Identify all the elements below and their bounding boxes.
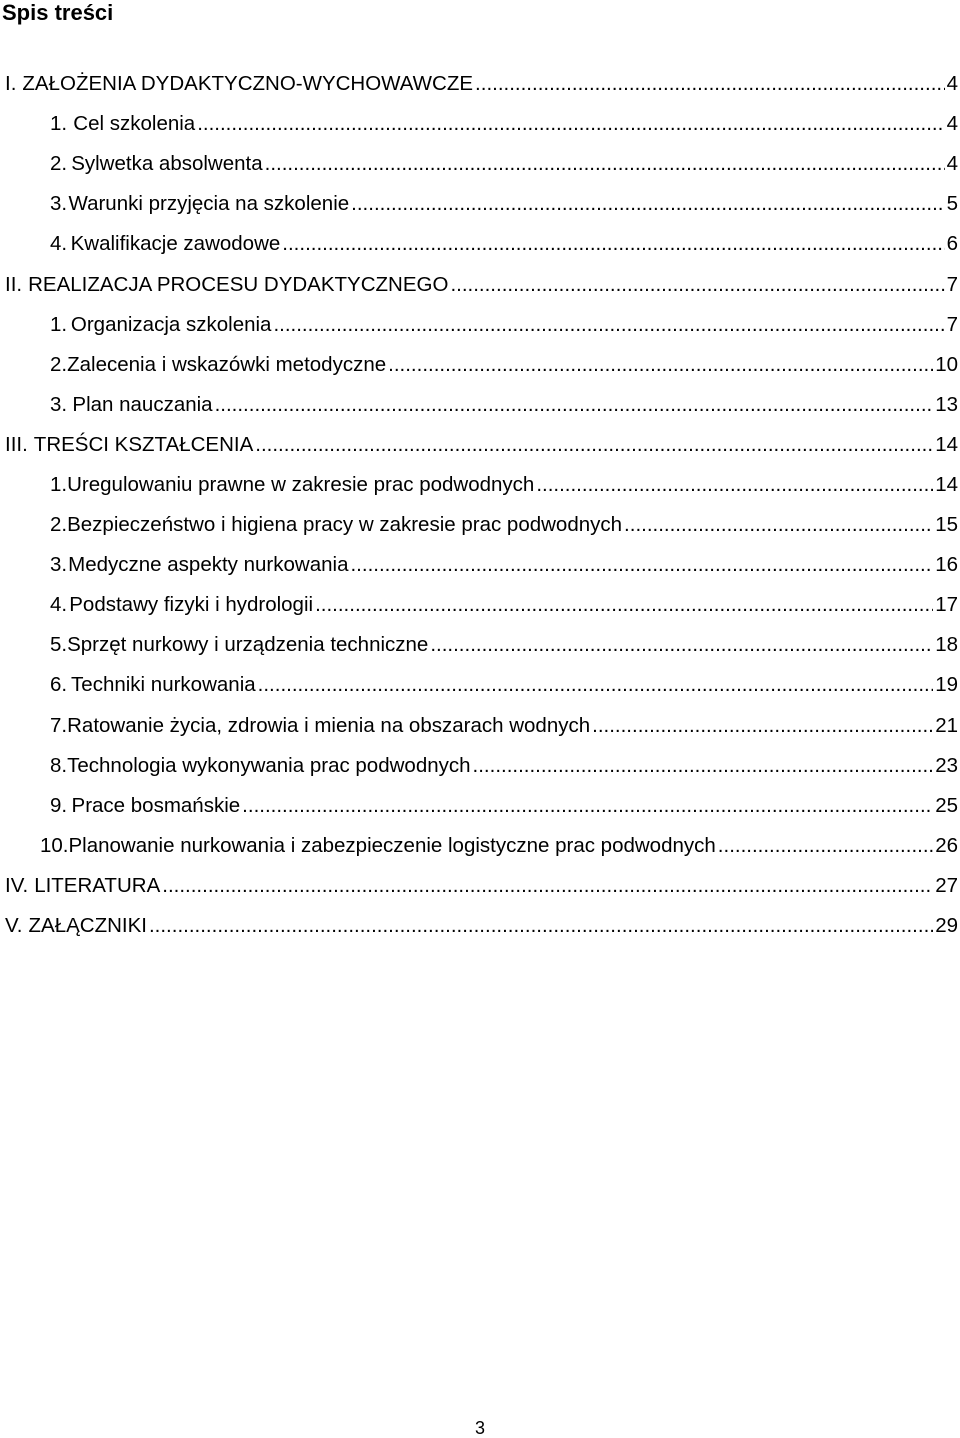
toc-entry-label: Organizacja szkolenia <box>70 312 272 336</box>
toc-entry-page: 25 <box>935 793 958 817</box>
toc-entry-label: ZAŁOŻENIA DYDAKTYCZNO-WYCHOWAWCZE <box>22 72 474 96</box>
toc-entry-label: LITERATURA <box>34 873 161 897</box>
toc-entry-number: 3. <box>50 392 68 416</box>
dot-leader <box>242 794 933 818</box>
toc-entry-page: 27 <box>935 873 958 897</box>
toc-entry-label: Kwalifikacje zawodowe <box>70 232 281 256</box>
toc-entry[interactable] <box>0 505 960 545</box>
dot-leader <box>315 593 933 617</box>
toc-entry-number: 6. <box>50 673 68 697</box>
toc-entry-page: 4 <box>946 152 958 176</box>
dot-leader <box>351 192 944 216</box>
toc-entry-label: Techniki nurkowania <box>71 673 256 697</box>
dot-leader <box>215 393 934 417</box>
toc-entry-label: Sylwetka absolwenta <box>71 152 263 176</box>
toc-entry-label: Planowanie nurkowania i zabezpieczenie logistyczne prac podwodnych <box>68 833 716 857</box>
toc-entry-number: 1. <box>50 312 68 336</box>
toc-entry[interactable] <box>0 385 960 425</box>
toc-entry-number: 8. <box>50 753 68 777</box>
toc-entry-page: 7 <box>946 312 958 336</box>
toc-entry-label: Cel szkolenia <box>73 112 196 136</box>
dot-leader <box>273 313 944 337</box>
toc-entry-number: 5. <box>50 633 68 657</box>
toc-entry[interactable] <box>0 665 960 705</box>
toc-entry-label: REALIZACJA PROCESU DYDAKTYCZNEGO <box>28 272 449 296</box>
toc-entry-number: IV. <box>5 873 29 897</box>
toc-entry-number: 9. <box>50 793 68 817</box>
toc-entry-label: Uregulowaniu prawne w zakresie prac podwodnych <box>67 472 535 496</box>
toc-entry-label: ZAŁĄCZNIKI <box>28 914 147 938</box>
toc-entry-page: 19 <box>935 673 958 697</box>
toc-entry-number: 1. <box>50 112 68 136</box>
dot-leader <box>255 433 933 457</box>
toc-entry[interactable] <box>0 866 960 906</box>
toc-entry-page: 23 <box>935 753 958 777</box>
toc-entry-label: Prace bosmańskie <box>71 793 241 817</box>
toc-entry[interactable] <box>0 224 960 264</box>
toc-entry[interactable] <box>0 545 960 585</box>
toc-entry-label: Warunki przyjęcia na szkolenie <box>68 192 350 216</box>
toc-entry-page: 15 <box>935 513 958 537</box>
toc-entry[interactable] <box>0 425 960 465</box>
toc-entry-page: 21 <box>935 713 958 737</box>
toc-entry-label: Plan nauczania <box>72 392 213 416</box>
toc-entry-label: Ratowanie życia, zdrowia i mienia na obszarach wodnych <box>67 713 591 737</box>
dot-leader <box>258 673 934 697</box>
table-of-contents <box>0 64 960 946</box>
toc-entry-page: 14 <box>935 432 958 456</box>
toc-title: Spis treści <box>2 0 114 25</box>
toc-entry-number: V. <box>5 914 23 938</box>
toc-entry-number: 4. <box>50 232 68 256</box>
dot-leader <box>265 152 945 176</box>
dot-leader <box>388 353 933 377</box>
toc-entry-number: 2. <box>50 152 68 176</box>
dot-leader <box>450 273 944 297</box>
toc-entry-page: 5 <box>946 192 958 216</box>
toc-entry-page: 4 <box>946 72 958 96</box>
toc-entry-page: 16 <box>935 553 958 577</box>
toc-entry-page: 6 <box>946 232 958 256</box>
toc-entry[interactable] <box>0 625 960 665</box>
dot-leader <box>718 834 933 858</box>
dot-leader <box>473 754 934 778</box>
toc-entry-page: 18 <box>935 633 958 657</box>
toc-entry[interactable] <box>0 465 960 505</box>
toc-entry[interactable] <box>0 585 960 625</box>
toc-entry[interactable] <box>0 104 960 144</box>
toc-entry[interactable] <box>0 746 960 786</box>
toc-entry-label: Sprzęt nurkowy i urządzenia techniczne <box>67 633 429 657</box>
toc-entry-number: 4. <box>50 593 68 617</box>
toc-entry[interactable] <box>0 826 960 866</box>
dot-leader <box>282 232 944 256</box>
toc-entry[interactable] <box>0 706 960 746</box>
toc-entry-number: 2. <box>50 352 68 376</box>
toc-entry-page: 14 <box>935 472 958 496</box>
toc-entry-number: 1. <box>50 472 68 496</box>
toc-entry-number: 3. <box>50 553 68 577</box>
toc-entry-page: 26 <box>935 833 958 857</box>
toc-entry-number: II. <box>5 272 23 296</box>
toc-entry-number: 2. <box>50 513 68 537</box>
toc-entry[interactable] <box>0 906 960 946</box>
dot-leader <box>197 112 944 136</box>
dot-leader <box>430 633 933 657</box>
toc-entry-label: Technologia wykonywania prac podwodnych <box>67 753 471 777</box>
toc-entry[interactable] <box>0 144 960 184</box>
toc-entry-label: Podstawy fizyki i hydrologii <box>69 593 314 617</box>
toc-entry-number: III. <box>5 432 28 456</box>
dot-leader <box>162 874 933 898</box>
dot-leader <box>536 473 933 497</box>
toc-entry[interactable] <box>0 786 960 826</box>
toc-entry[interactable] <box>0 305 960 345</box>
toc-entry[interactable] <box>0 64 960 104</box>
dot-leader <box>149 914 933 938</box>
dot-leader <box>624 513 933 537</box>
toc-entry-label: Zalecenia i wskazówki metodyczne <box>67 352 387 376</box>
toc-entry[interactable] <box>0 184 960 224</box>
toc-entry-number: 7. <box>50 713 68 737</box>
toc-entry-label: TREŚCI KSZTAŁCENIA <box>33 432 254 456</box>
page-number: 3 <box>474 1418 485 1438</box>
toc-entry-number: 10. <box>40 833 69 857</box>
dot-leader <box>350 553 933 577</box>
dot-leader <box>475 72 945 96</box>
toc-entry-label: Bezpieczeństwo i higiena pracy w zakresie prac podwodnych <box>67 513 623 537</box>
dot-leader <box>592 714 933 738</box>
toc-entry-number: I. <box>5 72 17 96</box>
toc-entry-page: 10 <box>935 352 958 376</box>
toc-entry-page: 7 <box>946 272 958 296</box>
toc-entry-page: 29 <box>935 914 958 938</box>
toc-entry-number: 3. <box>50 192 68 216</box>
toc-entry-page: 17 <box>935 593 958 617</box>
toc-entry[interactable] <box>0 264 960 304</box>
toc-entry-label: Medyczne aspekty nurkowania <box>68 553 349 577</box>
toc-entry-page: 13 <box>935 392 958 416</box>
toc-entry[interactable] <box>0 345 960 385</box>
toc-entry-page: 4 <box>946 112 958 136</box>
